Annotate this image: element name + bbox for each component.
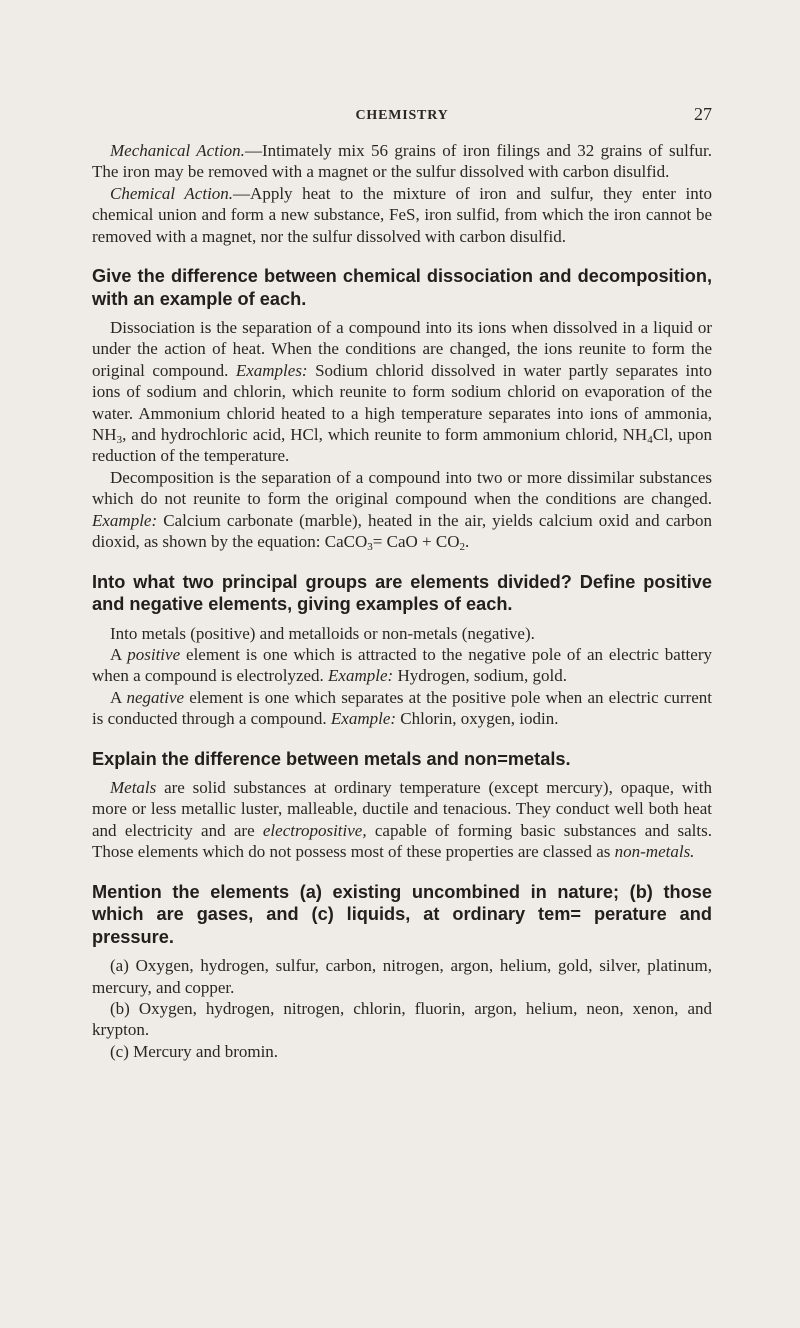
mechanical-action-label: Mechanical Action. [110,141,245,160]
page-number: 27 [694,104,712,124]
mechanical-action-text: —Intimately mix 56 grains of iron filings and 32 grains of sulfur. The iron may be removed with a magnet or the sulfur dissolved with carbon disulfid. [92,141,713,182]
running-title: CHEMISTRY [355,108,449,123]
non-metals-term: non-metals. [614,842,695,862]
decomposition-paragraph: Decomposition is the separation of a compound into two or more dissimilar substances which do not reunite to form the original compound when the conditions are changed. Example: Calcium carbonate (marble), heated in the air, yields calcium oxid and carbon dioxid, as shown by the equation: CaCO$_3$= CaO + $CO_2$. [92,467,712,554]
example-label: Example: [328,666,394,686]
running-head [92,104,712,128]
chemical-action-paragraph [92,183,712,247]
section-heading-dissociation: Give the difference between chemical dissociation and decomposition, with an example of each. [92,266,712,309]
section-heading-metals: Explain the difference between metals and non=metals. [92,748,571,769]
uncombined-elements-paragraph: (a) Oxygen, hydrogen, sulfur, carbon, nitrogen, argon, helium, gold, silver, platinum, mercury, and copper. [92,956,712,997]
negative-element-paragraph: A negative element is one which separates at the positive pole when an electric current is conducted through a compound. Example: Chlorin, oxygen, iodin. [92,687,712,729]
positive-element-paragraph: A positive element is one which is attracted to the negative pole of an electric battery when a compound is electrolyzed. Example: Hydrogen, sodium, gold. [92,644,712,686]
section-heading-element-groups: Into what two principal groups are elements divided? Define positive and negative elements, giving examples of each. [92,571,712,614]
chemical-action-label: Chemical Action. [110,183,234,203]
example-label: Example: [92,510,158,530]
mechanical-action-paragraph [92,140,712,183]
section-heading-elements-states: Mention the elements (a) existing uncombined in nature; (b) those which are gases, and (c) liquids, at ordinary tem= perature and pressure. [92,881,712,947]
page-body [92,140,712,1062]
chemical-action-text: —Apply heat to the mixture of iron and sulfur, they enter into chemical union and form a new substance, FeS, iron sulfid, from which the iron cannot be removed with a magnet, nor the sulfur dissolved with carbon disulfid. [92,183,712,246]
examples-label: Examples: [235,360,308,380]
electropositive-term: electropositive, [262,820,367,840]
positive-term: positive [127,644,181,664]
gaseous-elements-paragraph: (b) Oxygen, hydrogen, nitrogen, chlorin, fluorin, argon, helium, neon, xenon, and krypton. [92,998,712,1040]
dissociation-paragraph: Dissociation is the separation of a compound into its ions when dissolved in a liquid or under the action of heat. When the conditions are changed, the ions reunite to form the original compound. Examples: Sodium chlorid dissolved in water partly separates into ions of sodium and chlorin, which reunite to form sodium chlorid on evaporation of the water. Ammonium chlorid heated to a high temperature separates into ions of ammonia, $NH_3$, and hydrochloric acid, HCl, which reunite to form ammonium chlorid, $NH_4Cl$, upon reduction of the temperature. [92,318,713,466]
liquid-elements-paragraph: (c) Mercury and bromin. [110,1041,279,1061]
example-label: Example: [330,709,397,729]
element-groups-paragraph: Into metals (positive) and metalloids or non-metals (negative). [110,623,535,643]
negative-term: negative [126,687,185,707]
metals-paragraph: Metals are solid substances at ordinary temperature (except mercury), opaque, with more or less metallic luster, malleable, ductile and tenacious. They conduct well both heat and electricity and are electropositive, capable of forming basic substances and salts. Those elements which do not possess most of these properties are classed as non-metals. [92,778,712,862]
metals-term: Metals [110,778,157,798]
